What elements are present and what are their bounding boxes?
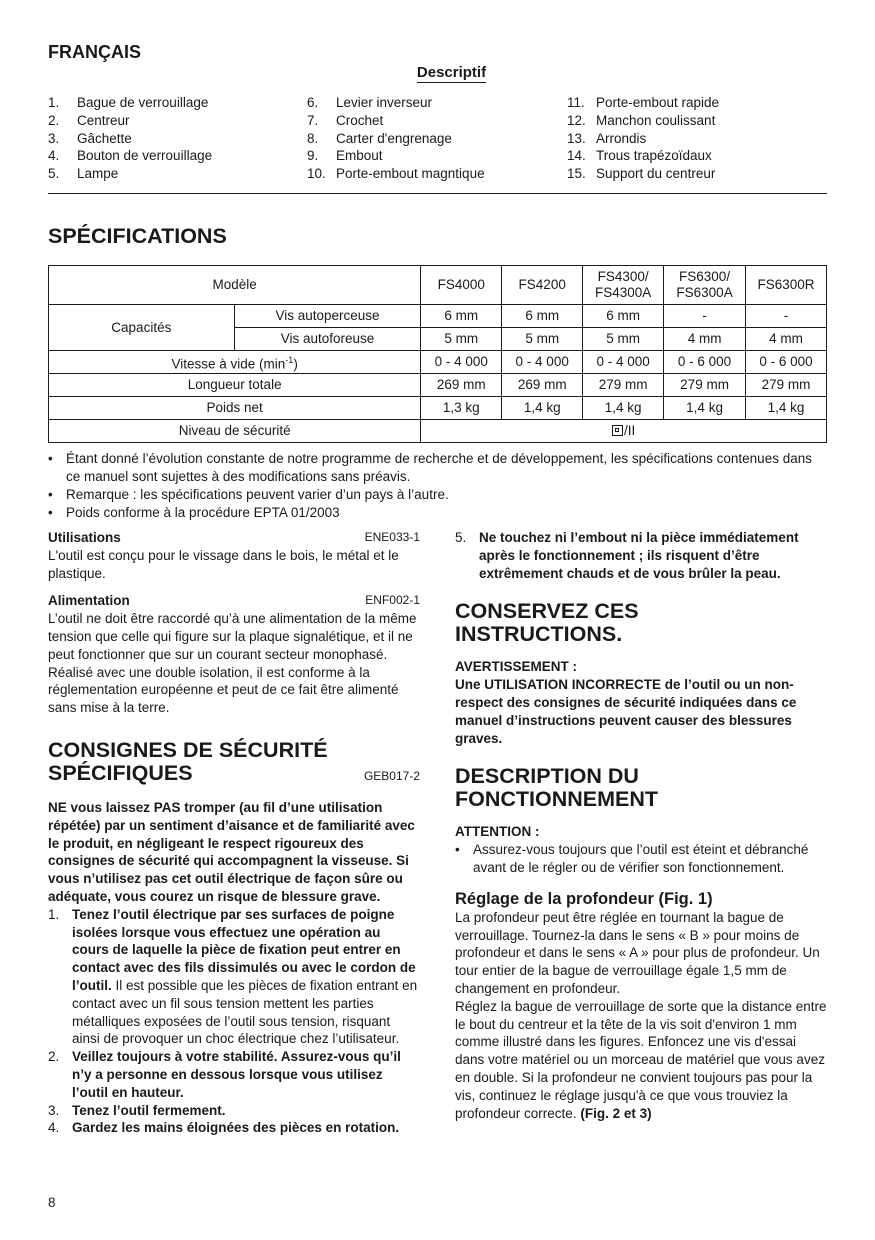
reglage-heading: Réglage de la profondeur (Fig. 1): [455, 889, 713, 908]
list-item: 3. Tenez l’outil fermement.: [48, 1102, 226, 1118]
reglage-paragraph-2: Réglez la bague de verrouillage de sorte que la distance entre le bout du centreur et la tête de la vis soit d'environ 1 mm comme illustré dans les figures. Enfoncez une vis d'essai dans votre matériel ou un morceau de matériel que vous avez en double. Si la profondeur ne convient toujours pas pour la vis, continuez le réglage jusqu'à ce que vous trouviez la profondeur correcte. (Fig. 2 et 3): [455, 998, 827, 1121]
parts-list-col-3: [567, 94, 719, 183]
model-cell: FS6300R: [746, 266, 827, 305]
table-cell: 279 mm: [664, 374, 746, 397]
avertissement-text: Une UTILISATION INCORRECTE de l’outil ou un non-respect des consignes de sécurité indiquées dans ce manuel d’instructions peuvent causer des blessures graves.: [455, 677, 797, 746]
table-cell: 1,4 kg: [664, 397, 746, 420]
part-item: 9. Embout: [307, 148, 383, 164]
model-cell: FS4200: [502, 266, 583, 305]
table-row: [49, 374, 827, 397]
part-item: 10. Porte-embout magntique: [307, 166, 485, 182]
alimentation-text: L’outil ne doit être raccordé qu’à une alimentation de la même tension que celle qui figure sur la plaque signalétique, et il ne peut fonctionner que sur un courant secteur monophasé. Réalisé avec une double isolation, il est conforme à la réglementation européenne et peut de ce fait être alimenté sans mise à la terre.: [48, 611, 417, 716]
table-cell: 4 mm: [746, 328, 827, 351]
row-label: Poids net: [49, 397, 421, 420]
descriptif-title: Descriptif: [416, 64, 487, 81]
table-cell: 4 mm: [664, 328, 746, 351]
left-column: [48, 529, 420, 1137]
parts-list-col-2: [307, 94, 485, 183]
reglage-paragraph-1: La profondeur peut être réglée en tournant la bague de verrouillage. Tournez-la dans le sens « B » pour moins de profondeur et dans le sens « A » pour plus de profondeur. Un tour entier de la bague de verrouillage égale 1,5 mm de changement en profondeur.: [455, 909, 820, 996]
table-cell: 6 mm: [583, 305, 664, 328]
row-label: Vis autoperceuse: [234, 305, 421, 328]
table-cell: 0 - 6 000: [664, 351, 746, 374]
list-item: 5. Ne touchez ni l’embout ni la pièce immédiatement après le fonctionnement ; ils risquent d’être extrêmement chauds et de vous brûler la peau.: [455, 530, 799, 581]
alimentation-heading: Alimentation ENF002-1: [48, 593, 420, 609]
spec-notes: [48, 450, 827, 522]
list-item: 2. Veillez toujours à votre stabilité. Assurez-vous qu’il n’y a personne en dessous lorsque vous utilisez l’outil en hauteur.: [48, 1049, 401, 1100]
specifications-table: [48, 265, 827, 443]
consignes-heading: CONSIGNES DE SÉCURITÉ SPÉCIFIQUES GEB017-2: [48, 737, 420, 785]
utilisations-heading: Utilisations ENE033-1: [48, 530, 420, 545]
page-number: 8: [48, 1195, 56, 1210]
part-item: 14. Trous trapézoïdaux: [567, 148, 712, 164]
table-cell: 1,3 kg: [421, 397, 502, 420]
part-item: 15. Support du centreur: [567, 166, 716, 182]
conservez-heading: CONSERVEZ CES INSTRUCTIONS.: [455, 599, 639, 647]
table-cell: 279 mm: [746, 374, 827, 397]
table-cell: 6 mm: [421, 305, 502, 328]
table-cell: 0 - 6 000: [746, 351, 827, 374]
attention-item: • Assurez-vous toujours que l’outil est éteint et débranché avant de le régler ou de vérifier son fonctionnement.: [455, 842, 809, 875]
avertissement-label: AVERTISSEMENT :: [455, 659, 578, 675]
row-label: Niveau de sécurité: [49, 420, 421, 443]
consignes-intro: NE vous laissez PAS tromper (au fil d’une utilisation répétée) par un sentiment d’aisance et de familiarité avec le produit, en négligeant le respect rigoureux des consignes de sécurité qui accompagnent la visseuse. Si vous n’utilisez pas cet outil électrique de façon sûre ou adéquate, vous courez un risque de blessure grave.: [48, 799, 415, 904]
table-cell: 1,4 kg: [502, 397, 583, 420]
safety-class-cell: /II: [421, 420, 827, 443]
table-cell: -: [664, 305, 746, 328]
parts-list-col-1: [48, 94, 212, 183]
table-cell: 0 - 4 000: [502, 351, 583, 374]
table-row: [49, 420, 827, 443]
part-item: 1. Bague de verrouillage: [48, 95, 209, 110]
table-cell: 5 mm: [583, 328, 664, 351]
row-label: Vis autoforeuse: [234, 328, 421, 351]
table-cell: 5 mm: [421, 328, 502, 351]
table-cell: 1,4 kg: [746, 397, 827, 420]
part-item: 5. Lampe: [48, 166, 119, 182]
list-item: 1. Tenez l’outil électrique par ses surfaces de poigne isolées lorsque vous effectuez une opération au cours de laquelle la pièce de fixation peut entrer en contact avec des fils dissimulés ou avec le cordon de l’outil. Il est possible que les pièces de fixation entrant en contact avec un fil sous tension mettent les parties métalliques exposées de l’outil sous tension, risquant ainsi de provoquer un choc électrique chez l’utilisateur.: [48, 906, 418, 1047]
list-item: 4. Gardez les mains éloignées des pièces en rotation.: [48, 1120, 400, 1136]
table-cell: 269 mm: [502, 374, 583, 397]
capacities-label-cell: Capacités: [49, 305, 235, 351]
part-item: 7. Crochet: [307, 112, 384, 128]
table-cell: 1,4 kg: [583, 397, 664, 420]
right-column: [455, 529, 827, 1122]
part-item: 4. Bouton de verrouillage: [48, 148, 213, 164]
row-label: Vitesse à vide $(\min^{-1})$: [49, 351, 421, 374]
list-item: • Poids conforme à la procédure EPTA 01/2003: [48, 505, 340, 520]
model-label-cell: Modèle: [49, 266, 421, 305]
part-item: 13. Arrondis: [567, 130, 647, 146]
table-header-row: [49, 266, 827, 305]
safety-list-continued: [455, 529, 827, 582]
part-item: 11. Porte-embout rapide: [567, 95, 720, 110]
table-cell: 269 mm: [421, 374, 502, 397]
table-cell: 5 mm: [502, 328, 583, 351]
table-row: [49, 351, 827, 374]
language-heading: FRANÇAIS: [48, 42, 141, 62]
part-item: 3. Gâchette: [48, 130, 132, 146]
part-item: 2. Centreur: [48, 112, 130, 128]
part-item: 12. Manchon coulissant: [567, 112, 716, 128]
row-label: Longueur totale: [49, 374, 421, 397]
utilisations-text: L'outil est conçu pour le vissage dans le bois, le métal et le plastique.: [48, 547, 399, 581]
attention-label: ATTENTION :: [455, 824, 540, 840]
model-cell: FS4000: [421, 266, 502, 305]
table-cell: -: [746, 305, 827, 328]
model-cell: FS4300/ FS4300A: [583, 266, 664, 305]
part-item: 8. Carter d'engrenage: [307, 130, 452, 146]
description-heading: DESCRIPTION DU FONCTIONNEMENT: [455, 764, 659, 812]
specifications-heading: SPÉCIFICATIONS: [48, 224, 227, 248]
list-item: • Étant donné l’évolution constante de notre programme de recherche et de développement, les spécifications contenues dans ce manuel sont sujettes à des modifications sans préavis.: [48, 451, 812, 484]
table-row: [49, 397, 827, 420]
table-row: [49, 305, 827, 328]
model-cell: FS6300/ FS6300A: [664, 266, 746, 305]
part-item: 6. Levier inverseur: [307, 95, 433, 110]
list-item: • Remarque : les spécifications peuvent varier d’un pays à l’autre.: [48, 487, 449, 502]
safety-list: [48, 906, 420, 1137]
table-cell: 0 - 4 000: [421, 351, 502, 374]
table-cell: 279 mm: [583, 374, 664, 397]
section-divider: [48, 193, 827, 194]
double-insulation-icon: [612, 425, 623, 436]
table-cell: 0 - 4 000: [583, 351, 664, 374]
table-cell: 6 mm: [502, 305, 583, 328]
